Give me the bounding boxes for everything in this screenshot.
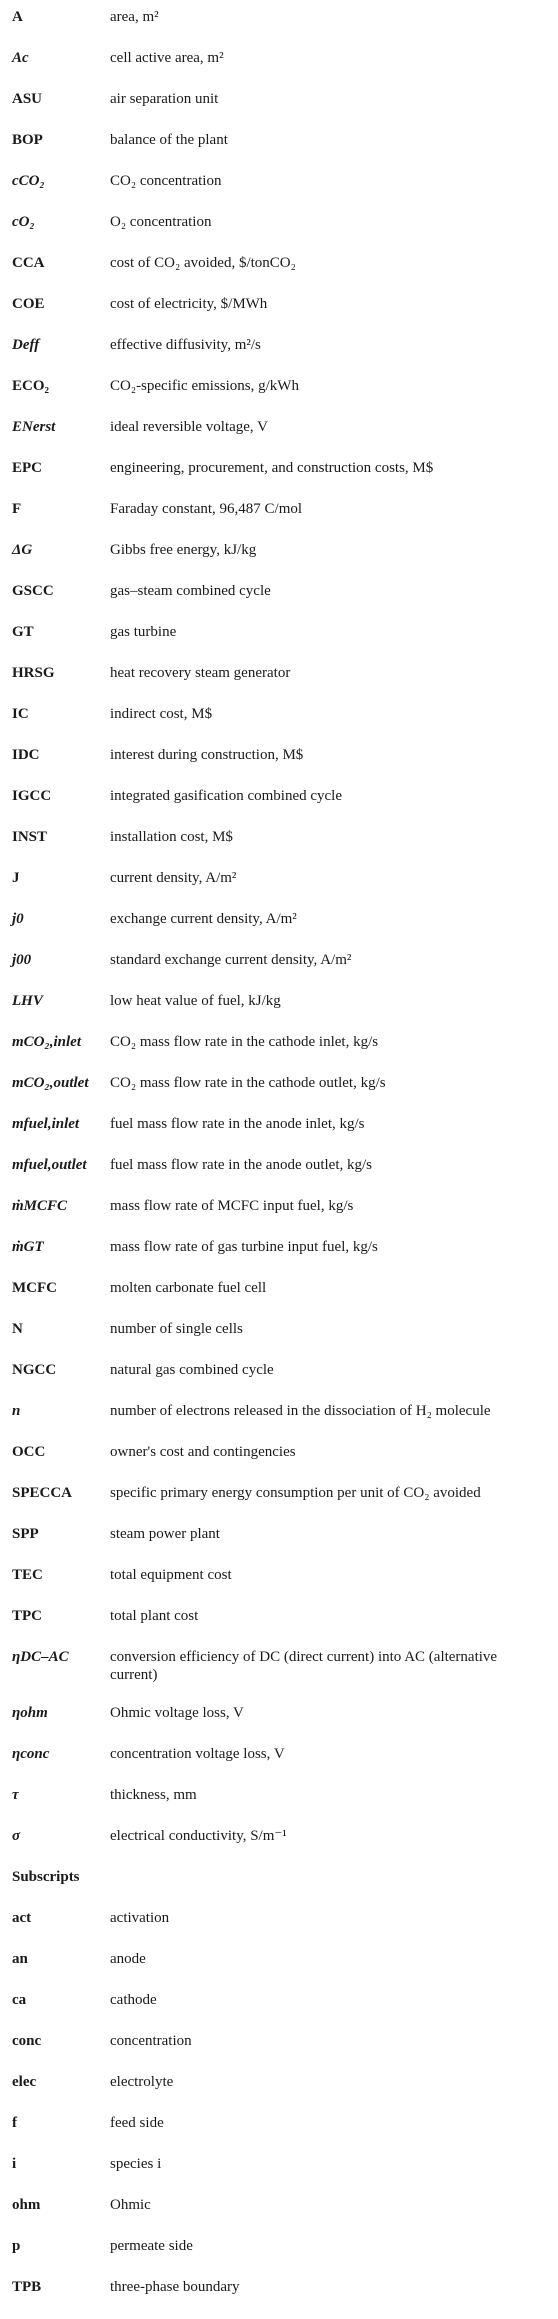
symbol: mCO₂,inlet <box>12 1034 81 1050</box>
nomenclature-row <box>12 787 546 828</box>
symbol: IC <box>12 706 29 722</box>
symbol: ENerst <box>12 419 56 435</box>
definition: mass flow rate of MCFC input fuel, kg/s <box>110 1198 354 1214</box>
symbol: IGCC <box>12 788 52 804</box>
nomenclature-row <box>12 1827 546 1868</box>
definition: Ohmic voltage loss, V <box>110 1705 244 1721</box>
nomenclature-row <box>12 951 546 992</box>
symbol: A <box>12 9 23 25</box>
definition: installation cost, M$ <box>110 829 233 845</box>
symbol: BOP <box>12 132 43 148</box>
definition: cell active area, m² <box>110 50 224 66</box>
symbol: ASU <box>12 91 43 107</box>
definition: concentration <box>110 2033 192 2049</box>
definition: CO₂-specific emissions, g/kWh <box>110 378 299 394</box>
definition: conversion efficiency of DC (direct current) into AC (alternative current) <box>110 1649 498 1683</box>
symbol: COE <box>12 296 45 312</box>
definition: permeate side <box>110 2238 193 2254</box>
symbol: ηconc <box>12 1746 50 1762</box>
nomenclature-row <box>12 377 546 418</box>
nomenclature-row <box>12 1197 546 1238</box>
definition: Gibbs free energy, kJ/kg <box>110 542 257 558</box>
nomenclature-row <box>12 1786 546 1827</box>
definition: cost of CO₂ avoided, $/tonCO₂ <box>110 255 296 271</box>
nomenclature-row <box>12 1402 546 1443</box>
subscript-row <box>12 1909 546 1950</box>
nomenclature-row <box>12 582 546 623</box>
nomenclature-row <box>12 459 546 500</box>
symbol: act <box>12 1910 32 1926</box>
symbol: TPC <box>12 1608 42 1624</box>
nomenclature-row <box>12 1648 546 1704</box>
symbol: Ac <box>12 50 29 66</box>
symbol: ohm <box>12 2197 41 2213</box>
definition: area, m² <box>110 9 159 25</box>
symbol: OCC <box>12 1444 46 1460</box>
symbol: SPP <box>12 1526 39 1542</box>
symbol: j00 <box>12 952 32 968</box>
definition: CO₂ mass flow rate in the cathode outlet, kg/s <box>110 1075 386 1091</box>
definition: current density, A/m² <box>110 870 237 886</box>
nomenclature-row <box>12 1484 546 1525</box>
subscript-row <box>12 1991 546 2032</box>
definition: CO₂ mass flow rate in the cathode inlet, kg/s <box>110 1034 379 1050</box>
nomenclature-row <box>12 541 546 582</box>
symbol: F <box>12 501 22 517</box>
nomenclature-row <box>12 910 546 951</box>
subscript-row <box>12 2278 546 2319</box>
nomenclature-row <box>12 500 546 541</box>
definition: specific primary energy consumption per unit of CO₂ avoided <box>110 1485 481 1501</box>
symbol: p <box>12 2238 21 2254</box>
definition: total plant cost <box>110 1608 199 1624</box>
subscript-row <box>12 2114 546 2155</box>
symbol: f <box>12 2115 17 2131</box>
nomenclature-row <box>12 1320 546 1361</box>
definition: integrated gasification combined cycle <box>110 788 342 804</box>
definition: air separation unit <box>110 91 219 107</box>
nomenclature-row <box>12 1156 546 1197</box>
definition: owner's cost and contingencies <box>110 1444 296 1460</box>
nomenclature-row <box>12 1704 546 1745</box>
definition: species i <box>110 2156 162 2172</box>
symbol: an <box>12 1951 28 1967</box>
symbol: conc <box>12 2033 42 2049</box>
symbol: ηDC–AC <box>12 1649 69 1665</box>
symbol: MCFC <box>12 1280 57 1296</box>
nomenclature-row <box>12 1607 546 1648</box>
symbol: LHV <box>12 993 43 1009</box>
nomenclature-row <box>12 1525 546 1566</box>
symbol: ΔG <box>12 542 33 558</box>
definition: effective diffusivity, m²/s <box>110 337 261 353</box>
definition: gas–steam combined cycle <box>110 583 271 599</box>
definition: electrolyte <box>110 2074 174 2090</box>
nomenclature-row <box>12 172 546 213</box>
definition: molten carbonate fuel cell <box>110 1280 267 1296</box>
definition: natural gas combined cycle <box>110 1362 274 1378</box>
nomenclature-row <box>12 623 546 664</box>
definition: ideal reversible voltage, V <box>110 419 268 435</box>
definition: CO₂ concentration <box>110 173 222 189</box>
definition: Ohmic <box>110 2197 151 2213</box>
definition: electrical conductivity, S/m⁻¹ <box>110 1828 287 1844</box>
symbol: ηohm <box>12 1705 48 1721</box>
definition: concentration voltage loss, V <box>110 1746 285 1762</box>
symbol: SPECCA <box>12 1485 73 1501</box>
subscript-row <box>12 2032 546 2073</box>
nomenclature-row <box>12 90 546 131</box>
definition: indirect cost, M$ <box>110 706 213 722</box>
definition: total equipment cost <box>110 1567 232 1583</box>
nomenclature-row <box>12 295 546 336</box>
nomenclature-row <box>12 1361 546 1402</box>
symbol: GSCC <box>12 583 54 599</box>
subscripts-heading: Subscripts <box>12 1869 80 1885</box>
symbol: ṁGT <box>12 1239 44 1255</box>
nomenclature-row <box>12 869 546 910</box>
nomenclature-row <box>12 664 546 705</box>
definition: Faraday constant, 96,487 C/mol <box>110 501 303 517</box>
symbol: J <box>12 870 20 886</box>
nomenclature-row <box>12 336 546 377</box>
definition: steam power plant <box>110 1526 220 1542</box>
symbol: HRSG <box>12 665 55 681</box>
symbol: N <box>12 1321 23 1337</box>
subscript-row <box>12 2155 546 2196</box>
definition: O₂ concentration <box>110 214 212 230</box>
definition: mass flow rate of gas turbine input fuel, kg/s <box>110 1239 378 1255</box>
subscript-row <box>12 1950 546 1991</box>
symbol: GT <box>12 624 34 640</box>
symbol: ṁMCFC <box>12 1198 68 1214</box>
definition: three-phase boundary <box>110 2279 240 2295</box>
symbol: EPC <box>12 460 42 476</box>
nomenclature-row <box>12 418 546 459</box>
subscript-row <box>12 2237 546 2278</box>
definition: number of electrons released in the dissociation of H₂ molecule <box>110 1403 491 1419</box>
definition: anode <box>110 1951 146 1967</box>
definition: activation <box>110 1910 170 1926</box>
definition: cathode <box>110 1992 157 2008</box>
nomenclature-row <box>12 213 546 254</box>
symbol: NGCC <box>12 1362 57 1378</box>
symbol: IDC <box>12 747 40 763</box>
symbol: INST <box>12 829 48 845</box>
nomenclature-row <box>12 49 546 90</box>
symbol: mCO₂,outlet <box>12 1075 89 1091</box>
definition: low heat value of fuel, kJ/kg <box>110 993 281 1009</box>
symbol: mfuel,inlet <box>12 1116 80 1132</box>
nomenclature-row <box>12 254 546 295</box>
symbol: Deff <box>12 337 40 353</box>
nomenclature-row <box>12 1238 546 1279</box>
definition: interest during construction, M$ <box>110 747 304 763</box>
nomenclature-row <box>12 1443 546 1484</box>
definition: balance of the plant <box>110 132 228 148</box>
symbol: TPB <box>12 2279 42 2295</box>
nomenclature-row <box>12 1074 546 1115</box>
definition: cost of electricity, $/MWh <box>110 296 268 312</box>
symbol: τ <box>12 1787 19 1803</box>
definition: gas turbine <box>110 624 177 640</box>
symbol: cO₂ <box>12 214 35 230</box>
subscript-row <box>12 2073 546 2114</box>
subscript-row <box>12 2196 546 2237</box>
nomenclature-row <box>12 828 546 869</box>
nomenclature-row <box>12 705 546 746</box>
nomenclature-row <box>12 1115 546 1156</box>
nomenclature-row <box>12 131 546 172</box>
nomenclature-row <box>12 1566 546 1607</box>
symbol: mfuel,outlet <box>12 1157 87 1173</box>
symbol: CCA <box>12 255 45 271</box>
definition: heat recovery steam generator <box>110 665 291 681</box>
definition: fuel mass flow rate in the anode outlet, kg/s <box>110 1157 373 1173</box>
definition: thickness, mm <box>110 1787 197 1803</box>
definition: engineering, procurement, and construction costs, M$ <box>110 460 434 476</box>
symbol: cCO₂ <box>12 173 45 189</box>
definition: fuel mass flow rate in the anode inlet, kg/s <box>110 1116 365 1132</box>
symbol: i <box>12 2156 17 2172</box>
nomenclature-row <box>12 992 546 1033</box>
symbol: TEC <box>12 1567 43 1583</box>
definition: exchange current density, A/m² <box>110 911 297 927</box>
nomenclature-row <box>12 746 546 787</box>
symbol: n <box>12 1403 21 1419</box>
definition: standard exchange current density, A/m² <box>110 952 352 968</box>
symbol: elec <box>12 2074 37 2090</box>
symbol: ECO₂ <box>12 378 50 394</box>
symbol: j0 <box>12 911 24 927</box>
symbol: σ <box>12 1828 21 1844</box>
definition: number of single cells <box>110 1321 243 1337</box>
nomenclature-row <box>12 1279 546 1320</box>
symbol: ca <box>12 1992 27 2008</box>
nomenclature-row <box>12 1745 546 1786</box>
nomenclature-row <box>12 1033 546 1074</box>
nomenclature-row <box>12 8 546 49</box>
definition: feed side <box>110 2115 164 2131</box>
